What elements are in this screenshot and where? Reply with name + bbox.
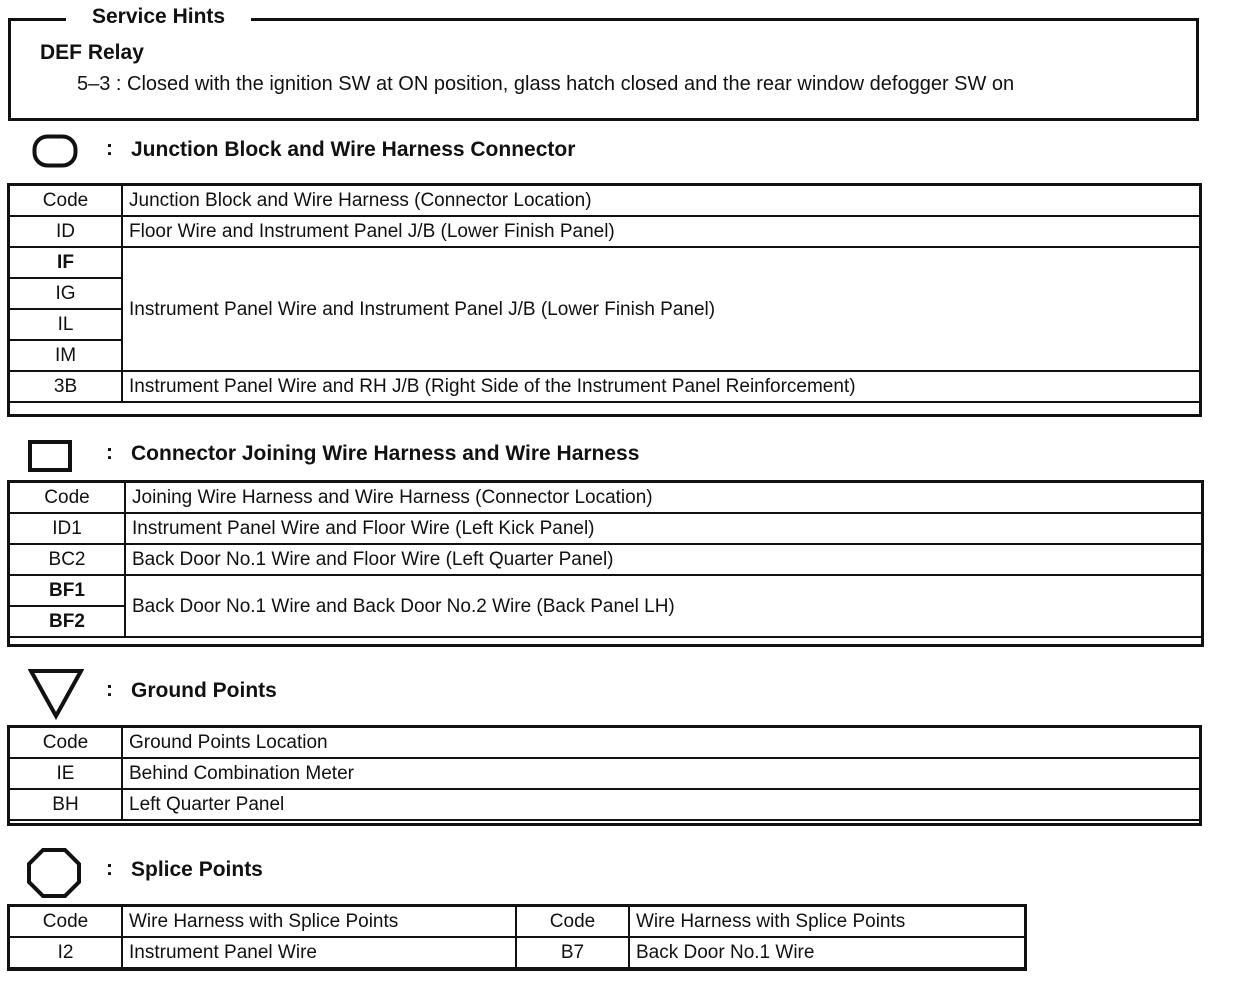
code-header: Code (9, 482, 125, 513)
desc-header: Ground Points Location (122, 727, 1200, 758)
table-row (9, 758, 1200, 789)
code-cell: IE (9, 758, 122, 789)
section-colon: : (106, 857, 113, 880)
code-cell: IL (9, 309, 122, 340)
code-cell: BH (9, 789, 122, 820)
desc-cell: Instrument Panel Wire and Floor Wire (Left Kick Panel) (125, 513, 1202, 544)
splice-points-heading: Splice Points (131, 858, 263, 881)
desc-header: Wire Harness with Splice Points (122, 906, 516, 937)
octagon-icon (26, 847, 82, 899)
desc-cell: Instrument Panel Wire and Instrument Panel J/B (Lower Finish Panel) (122, 247, 1200, 371)
code-cell: ID (9, 216, 122, 247)
desc-header: Wire Harness with Splice Points (629, 906, 1025, 937)
table-header-row (9, 727, 1200, 758)
code-header: Code (9, 906, 122, 937)
desc-cell: Left Quarter Panel (122, 789, 1200, 820)
ground-points-table (8, 726, 1201, 821)
code-header: Code (516, 906, 629, 937)
code-cell: IG (9, 278, 122, 309)
desc-cell: Back Door No.1 Wire and Floor Wire (Left Quarter Panel) (125, 544, 1202, 575)
code-cell: IF (9, 247, 122, 278)
code-cell: BF1 (9, 575, 125, 606)
ground-points-heading: Ground Points (131, 679, 277, 702)
code-cell: IM (9, 340, 122, 371)
table-row (9, 513, 1202, 544)
code-cell: ID1 (9, 513, 125, 544)
code-cell: 3B (9, 371, 122, 402)
table-header-row (9, 185, 1200, 216)
table-row (9, 371, 1200, 402)
rounded-rectangle-icon (32, 134, 78, 168)
code-cell: BC2 (9, 544, 125, 575)
service-hint-text: 5–3 : Closed with the ignition SW at ON position, glass hatch closed and the rear window defogger SW on (77, 73, 1015, 95)
desc-cell: Behind Combination Meter (122, 758, 1200, 789)
table-row (9, 789, 1200, 820)
table-row (9, 544, 1202, 575)
connector-joining-table (8, 481, 1203, 638)
desc-header: Joining Wire Harness and Wire Harness (Connector Location) (125, 482, 1202, 513)
desc-cell: Floor Wire and Instrument Panel J/B (Lower Finish Panel) (122, 216, 1200, 247)
table-row (9, 937, 1025, 968)
section-colon: : (106, 441, 113, 464)
table-row (9, 575, 1202, 606)
desc-cell: Instrument Panel Wire (122, 937, 516, 968)
junction-block-table (8, 184, 1201, 403)
rectangle-icon (28, 440, 72, 472)
desc-cell: Back Door No.1 Wire and Back Door No.2 Wire (Back Panel LH) (125, 575, 1202, 637)
component-name: DEF Relay (40, 41, 144, 64)
service-hints-title: Service Hints (66, 4, 251, 30)
triangle-icon (28, 668, 84, 720)
code-cell: BF2 (9, 606, 125, 637)
section-colon: : (106, 678, 113, 701)
code-header: Code (9, 185, 122, 216)
service-hints-box (8, 18, 1199, 121)
table-header-row (9, 906, 1025, 937)
table-row (9, 216, 1200, 247)
desc-header: Junction Block and Wire Harness (Connector Location) (122, 185, 1200, 216)
code-header: Code (9, 727, 122, 758)
connector-joining-heading: Connector Joining Wire Harness and Wire Harness (131, 442, 640, 465)
table-header-row (9, 482, 1202, 513)
desc-cell: Instrument Panel Wire and RH J/B (Right Side of the Instrument Panel Reinforcement) (122, 371, 1200, 402)
junction-block-heading: Junction Block and Wire Harness Connector (131, 138, 576, 161)
code-cell: I2 (9, 937, 122, 968)
section-colon: : (106, 137, 113, 160)
desc-cell: Back Door No.1 Wire (629, 937, 1025, 968)
code-cell: B7 (516, 937, 629, 968)
splice-points-table (8, 905, 1026, 969)
table-row (9, 247, 1200, 278)
